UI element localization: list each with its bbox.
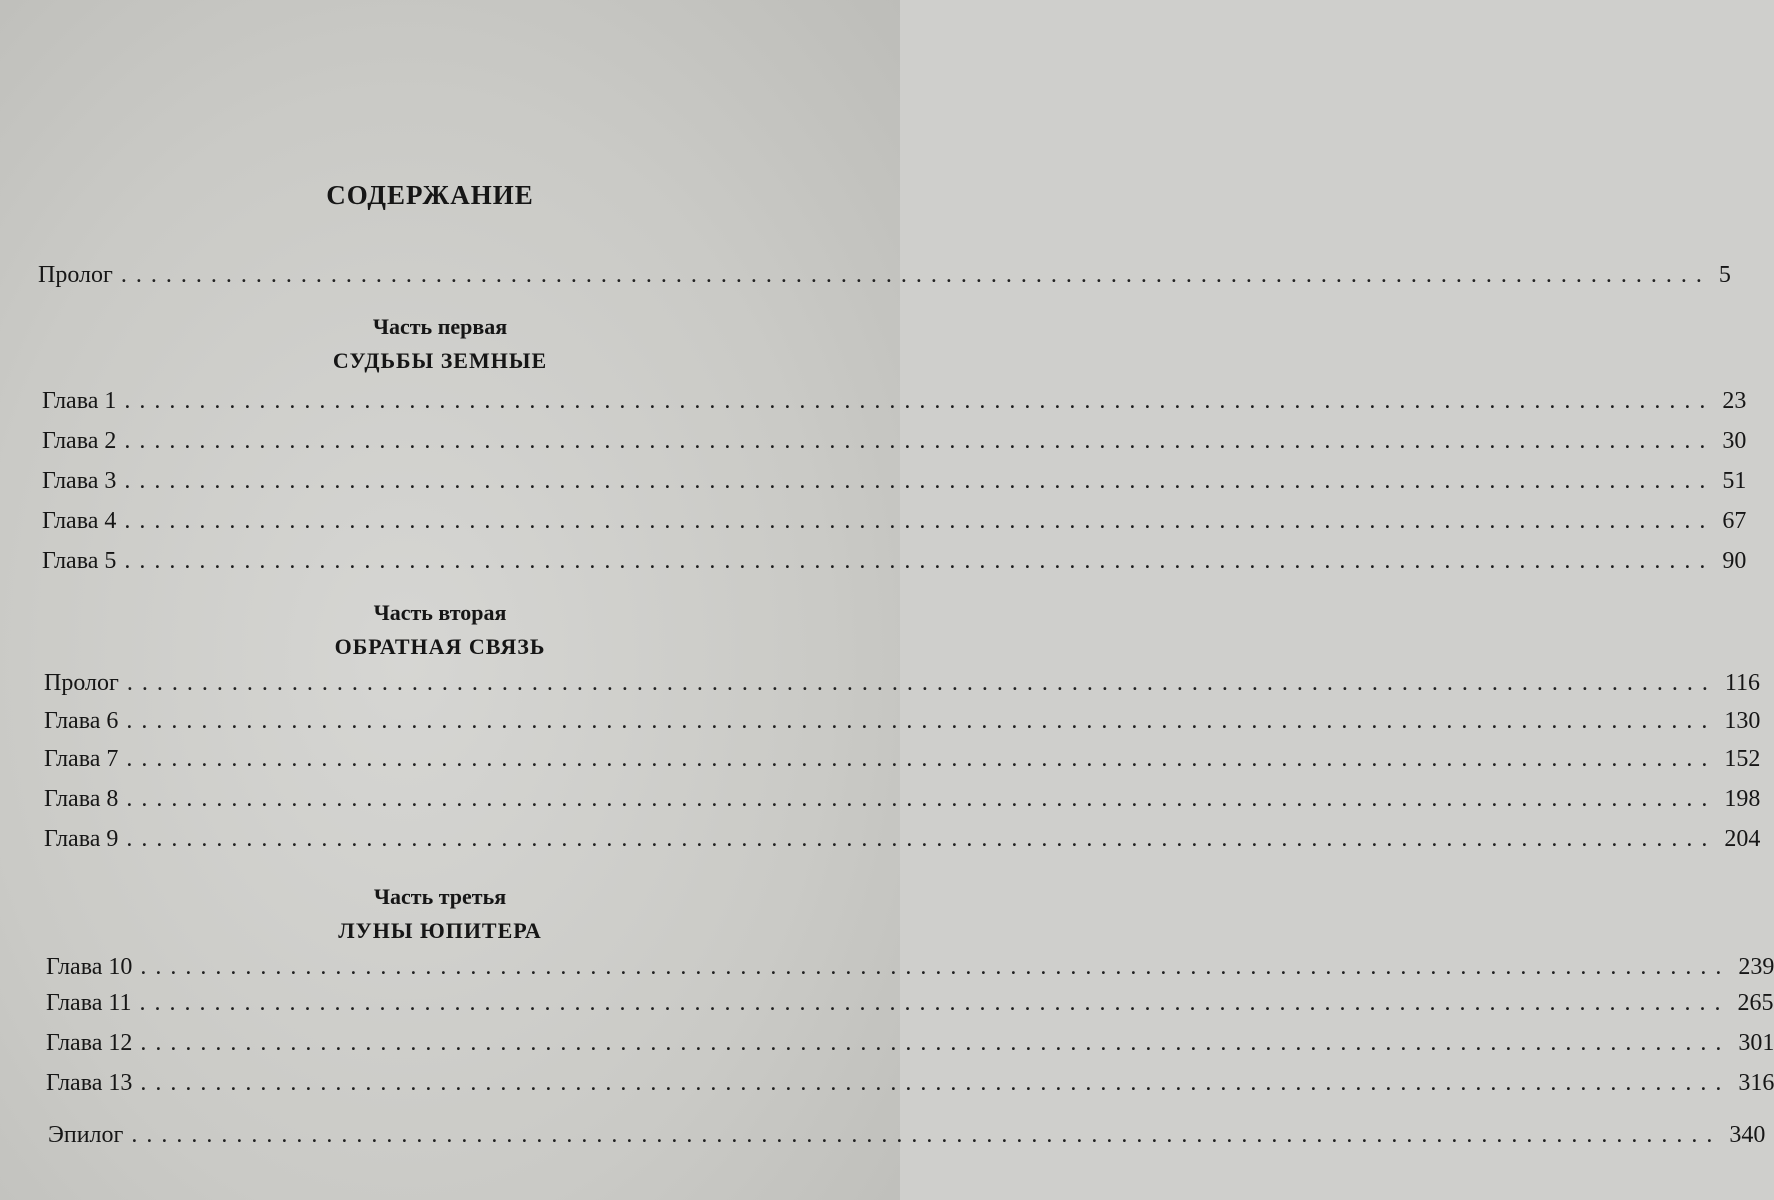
toc-entry-page: 23	[1722, 388, 1747, 414]
toc-entry-page: 316	[1738, 1070, 1774, 1096]
toc-entry[interactable]	[42, 388, 1747, 422]
dot-leader: ..........................................................................................................	[126, 786, 1717, 812]
dot-leader: ..........................................................................................................	[126, 746, 1717, 772]
part-name: ОБРАТНАЯ СВЯЗЬ	[334, 634, 546, 659]
toc-entry-label: Глава 5	[42, 548, 117, 574]
toc-entry[interactable]	[42, 548, 1747, 582]
dot-leader: ..........................................................................................................	[124, 548, 1715, 574]
toc-entry-page: 90	[1722, 548, 1747, 574]
toc-entry-label: Глава 1	[42, 388, 117, 414]
toc-entry-page: 265	[1737, 990, 1774, 1016]
toc-entry-label: Эпилог	[48, 1122, 124, 1148]
toc-entry-label: Глава 6	[44, 708, 119, 734]
toc-entry-page: 204	[1724, 826, 1761, 852]
toc-entry[interactable]	[44, 746, 1761, 780]
toc-entry-label: Глава 12	[46, 1030, 133, 1056]
dot-leader: ..........................................................................................................	[139, 990, 1730, 1016]
toc-entry[interactable]	[46, 1070, 1774, 1104]
toc-entry-page: 301	[1738, 1030, 1774, 1056]
toc-entry-label: Глава 3	[42, 468, 117, 494]
part-subtitle: Часть первая	[372, 314, 508, 339]
dot-leader: ..........................................................................................................	[120, 262, 1711, 288]
dot-leader: ..........................................................................................................	[140, 1070, 1731, 1096]
toc-entry-page: 198	[1724, 786, 1761, 812]
toc-entry-prologue[interactable]	[38, 262, 1731, 296]
dot-leader: ..........................................................................................................	[124, 428, 1715, 454]
toc-entry-label: Глава 2	[42, 428, 117, 454]
toc-entry[interactable]	[44, 708, 1761, 742]
toc-entry[interactable]	[42, 428, 1747, 462]
toc-entry-page: 152	[1724, 746, 1761, 772]
toc-entry-label: Глава 13	[46, 1070, 133, 1096]
toc-entry[interactable]	[44, 826, 1761, 860]
dot-leader: ..........................................................................................................	[126, 670, 1717, 696]
dot-leader: ..........................................................................................................	[124, 388, 1715, 414]
toc-entry-page: 5	[1718, 262, 1731, 288]
toc-entry-label: Глава 4	[42, 508, 117, 534]
toc-entry-page: 239	[1738, 954, 1774, 980]
dot-leader: ..........................................................................................................	[124, 468, 1715, 494]
toc-entry-page: 30	[1722, 428, 1747, 454]
dot-leader: ..........................................................................................................	[140, 954, 1731, 980]
toc-entry-label: Пролог	[44, 670, 119, 696]
dot-leader: ..........................................................................................................	[126, 826, 1717, 852]
part-heading	[0, 596, 880, 664]
toc-entry-label: Глава 11	[46, 990, 132, 1016]
toc-title: СОДЕРЖАНИЕ	[326, 180, 534, 210]
toc-entry-label: Глава 7	[44, 746, 119, 772]
toc-entry[interactable]	[42, 508, 1747, 542]
toc-entry-label: Пролог	[38, 262, 113, 288]
toc-entry[interactable]	[42, 468, 1747, 502]
toc-entry-label: Глава 10	[46, 954, 133, 980]
toc-entry-label: Глава 8	[44, 786, 119, 812]
dot-leader: ..........................................................................................................	[126, 708, 1717, 734]
dot-leader: ..........................................................................................................	[131, 1122, 1722, 1148]
part-subtitle: Часть вторая	[373, 600, 507, 625]
toc-entry[interactable]	[44, 786, 1761, 820]
dot-leader: ..........................................................................................................	[124, 508, 1715, 534]
toc-entry[interactable]	[46, 990, 1774, 1024]
toc-entry-page: 130	[1724, 708, 1761, 734]
toc-entry-label: Глава 9	[44, 826, 119, 852]
toc-entry-page: 340	[1729, 1122, 1766, 1148]
toc-entry[interactable]	[46, 954, 1774, 988]
part-name: ЛУНЫ ЮПИТЕРА	[338, 918, 542, 943]
toc-entry[interactable]	[46, 1030, 1774, 1064]
part-heading	[0, 310, 880, 378]
dot-leader: ..........................................................................................................	[140, 1030, 1731, 1056]
toc-entry[interactable]	[44, 670, 1760, 704]
toc-entry-page: 116	[1724, 670, 1760, 696]
toc-entry-epilogue[interactable]	[48, 1122, 1766, 1156]
part-heading	[0, 880, 880, 948]
toc-entry-page: 67	[1722, 508, 1747, 534]
toc-entry-page: 51	[1722, 468, 1747, 494]
part-subtitle: Часть третья	[373, 884, 507, 909]
part-name: СУДЬБЫ ЗЕМНЫЕ	[332, 348, 548, 373]
